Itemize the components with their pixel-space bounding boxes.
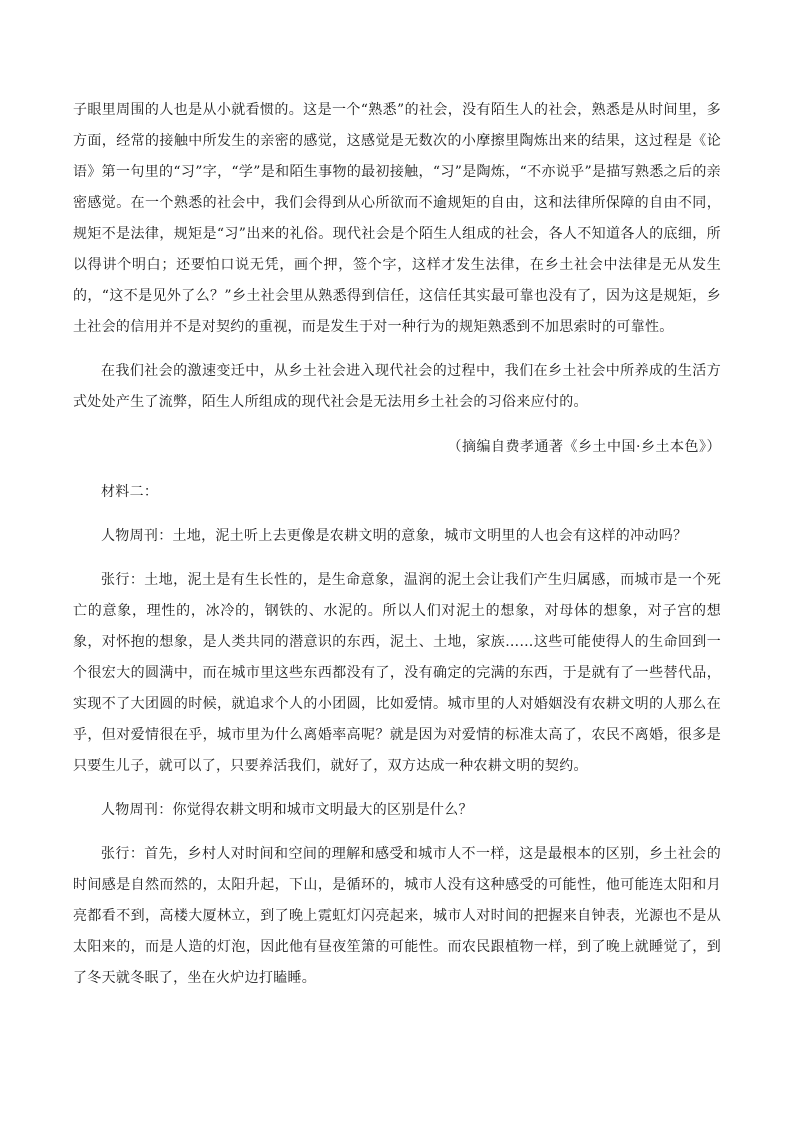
- interview-question-two: 人物周刊：你觉得农耕文明和城市文明最大的区别是什么？: [101, 802, 473, 818]
- interview-answer-one: 张行：土地，泥土是有生长性的，是生命意象，温润的泥土会让我们产生归属感，而城市是一个死亡的意象，理性的，冰冷的，钢铁的、水泥的。所以人们对泥土的想象，对母体的想象，对子宫的想象，对怀抱的想象，是人类共同的潜意识的东西，泥土、土地，家族……这些可能使得人的生命回到一个很宏大的圆满中，而在城市里这些东西都没有了，没有确定的完满的东西，于是就有了一些替代品，实现不了大团圆的时候，就追求个人的小团圆，比如爱情。城市里的人对婚姻没有农耕文明的人那么在乎，但对爱情很在乎，城市里为什么离婚率高呢？就是因为对爱情的标准太高了，农民不离婚，很多是只要生儿子，就可以了，只要养活我们，就好了，双方达成一种农耕文明的契约。: [73, 572, 721, 774]
- interview-question-one: 人物周刊：土地，泥土听上去更像是农耕文明的意象，城市文明里的人也会有这样的冲动吗？: [101, 528, 688, 544]
- document-page: [73, 95, 721, 994]
- interview-answer-two: 张行：首先，乡村人对时间和空间的理解和感受和城市人不一样，这是最根本的区别，乡土社会的时间感是自然而然的，太阳升起，下山，是循环的，城市人没有这种感受的可能性，他可能连太阳和月亮都看不到，高楼大厦林立，到了晚上霓虹灯闪亮起来，城市人对时间的把握来自钟表，光源也不是从太阳来的，而是人造的灯泡，因此他有昼夜笙箫的可能性。而农民跟植物一样，到了晚上就睡觉了，到了冬天就冬眠了，坐在火炉边打瞌睡。: [73, 846, 721, 986]
- paragraph-social-change: 在我们社会的激速变迁中，从乡土社会进入现代社会的过程中，我们在乡土社会中所养成的生活方式处处产生了流弊，陌生人所组成的现代社会是无法用乡土社会的习俗来应付的。: [73, 363, 721, 410]
- paragraph-material-one-ending: 子眼里周围的人也是从小就看惯的。这是一个“熟悉”的社会，没有陌生人的社会，熟悉是从时间里，多方面，经常的接触中所发生的亲密的感觉，这感觉是无数次的小摩擦里陶炼出来的结果，这过程是《论语》第一句里的“习”字，“学”是和陌生事物的最初接触，“习”是陶炼，“不亦说乎”是描写熟悉之后的亲密感觉。在一个熟悉的社会中，我们会得到从心所欲而不逾规矩的自由，这和法律所保障的自由不同，规矩不是法律，规矩是“习”出来的礼俗。现代社会是个陌生人组成的社会，各人不知道各人的底细，所以得讲个明白；还要怕口说无凭，画个押，签个字，这样才发生法律，在乡土社会中法律是无从发生的，“这不是见外了么？”乡土社会里从熟悉得到信任，这信任其实最可靠也没有了，因为这是规矩，乡土社会的信用并不是对契约的重视，而是发生于对一种行为的规矩熟悉到不加思索时的可靠性。: [73, 102, 721, 335]
- source-citation: （摘编自费孝通著《乡土中国·乡土本色》）: [447, 439, 721, 455]
- material-two-label: 材料二：: [101, 484, 159, 500]
